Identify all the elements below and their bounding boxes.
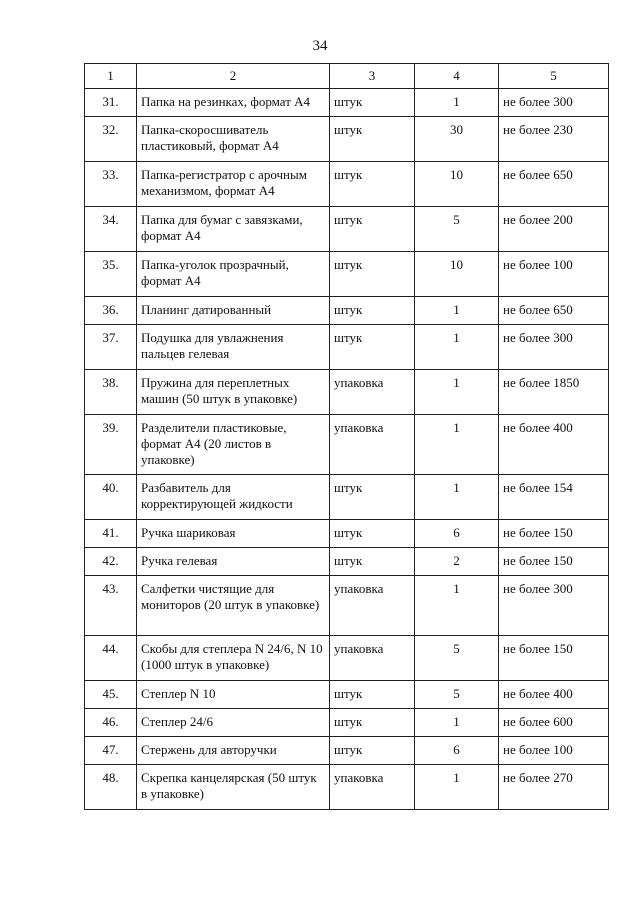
unit-cell: штук xyxy=(330,737,415,765)
row-number-cell: 32. xyxy=(85,117,137,162)
price-cell: не более 230 xyxy=(499,117,609,162)
row-number-cell: 39. xyxy=(85,415,137,475)
unit-cell: штук xyxy=(330,681,415,709)
table-row xyxy=(85,207,609,252)
row-number-cell: 45. xyxy=(85,681,137,709)
price-cell: не более 300 xyxy=(499,576,609,636)
quantity-cell: 1 xyxy=(415,370,499,415)
item-name-cell: Планинг датированный xyxy=(137,297,330,325)
table-row xyxy=(85,548,609,576)
unit-cell: штук xyxy=(330,709,415,737)
quantity-cell: 1 xyxy=(415,709,499,737)
row-number-cell: 43. xyxy=(85,576,137,636)
item-name-cell: Скрепка канцелярская (50 штук в упаковке) xyxy=(137,765,330,810)
row-number-cell: 42. xyxy=(85,548,137,576)
quantity-cell: 5 xyxy=(415,681,499,709)
item-name-cell: Папка для бумаг с завязками, формат А4 xyxy=(137,207,330,252)
unit-cell: штук xyxy=(330,117,415,162)
price-cell: не более 300 xyxy=(499,325,609,370)
unit-cell: штук xyxy=(330,520,415,548)
item-name-cell: Скобы для степлера N 24/6, N 10 (1000 штук в упаковке) xyxy=(137,636,330,681)
table-row xyxy=(85,709,609,737)
unit-cell: упаковка xyxy=(330,636,415,681)
quantity-cell: 10 xyxy=(415,162,499,207)
item-name-cell: Степлер N 10 xyxy=(137,681,330,709)
item-name-cell: Степлер 24/6 xyxy=(137,709,330,737)
unit-cell: штук xyxy=(330,325,415,370)
table-row xyxy=(85,415,609,475)
row-number-cell: 41. xyxy=(85,520,137,548)
row-number-cell: 31. xyxy=(85,89,137,117)
table-row xyxy=(85,520,609,548)
price-cell: не более 650 xyxy=(499,297,609,325)
row-number-cell: 48. xyxy=(85,765,137,810)
price-cell: не более 150 xyxy=(499,636,609,681)
item-name-cell: Папка-скоросшиватель пластиковый, формат А4 xyxy=(137,117,330,162)
price-cell: не более 100 xyxy=(499,252,609,297)
quantity-cell: 1 xyxy=(415,576,499,636)
row-number-cell: 34. xyxy=(85,207,137,252)
item-name-cell: Стержень для авторучки xyxy=(137,737,330,765)
price-cell: не более 200 xyxy=(499,207,609,252)
table-row xyxy=(85,765,609,810)
item-name-cell: Салфетки чистящие для мониторов (20 штук в упаковке) xyxy=(137,576,330,636)
price-cell: не более 154 xyxy=(499,475,609,520)
row-number-cell: 33. xyxy=(85,162,137,207)
unit-cell: упаковка xyxy=(330,370,415,415)
row-number-cell: 47. xyxy=(85,737,137,765)
item-name-cell: Пружина для переплетных машин (50 штук в упаковке) xyxy=(137,370,330,415)
table-row xyxy=(85,162,609,207)
row-number-cell: 35. xyxy=(85,252,137,297)
quantity-cell: 1 xyxy=(415,325,499,370)
unit-cell: штук xyxy=(330,548,415,576)
row-number-cell: 38. xyxy=(85,370,137,415)
header-cell-number: 1 xyxy=(85,64,137,89)
item-name-cell: Ручка гелевая xyxy=(137,548,330,576)
quantity-cell: 1 xyxy=(415,765,499,810)
quantity-cell: 10 xyxy=(415,252,499,297)
row-number-cell: 40. xyxy=(85,475,137,520)
unit-cell: штук xyxy=(330,252,415,297)
row-number-cell: 46. xyxy=(85,709,137,737)
table-row xyxy=(85,117,609,162)
header-cell-price: 5 xyxy=(499,64,609,89)
quantity-cell: 1 xyxy=(415,297,499,325)
row-number-cell: 36. xyxy=(85,297,137,325)
quantity-cell: 1 xyxy=(415,415,499,475)
quantity-cell: 6 xyxy=(415,520,499,548)
item-name-cell: Папка на резинках, формат А4 xyxy=(137,89,330,117)
table-header-row xyxy=(85,64,609,89)
table-row xyxy=(85,475,609,520)
header-cell-unit: 3 xyxy=(330,64,415,89)
unit-cell: штук xyxy=(330,475,415,520)
quantity-cell: 2 xyxy=(415,548,499,576)
price-cell: не более 650 xyxy=(499,162,609,207)
quantity-cell: 1 xyxy=(415,89,499,117)
table-row xyxy=(85,576,609,636)
table-row xyxy=(85,297,609,325)
price-cell: не более 1850 xyxy=(499,370,609,415)
item-name-cell: Разделители пластиковые, формат А4 (20 листов в упаковке) xyxy=(137,415,330,475)
table-row xyxy=(85,636,609,681)
item-name-cell: Разбавитель для корректирующей жидкости xyxy=(137,475,330,520)
unit-cell: упаковка xyxy=(330,765,415,810)
table-row xyxy=(85,325,609,370)
table-row xyxy=(85,89,609,117)
price-cell: не более 600 xyxy=(499,709,609,737)
item-name-cell: Подушка для увлажнения пальцев гелевая xyxy=(137,325,330,370)
table-row xyxy=(85,370,609,415)
header-cell-name: 2 xyxy=(137,64,330,89)
quantity-cell: 5 xyxy=(415,207,499,252)
quantity-cell: 30 xyxy=(415,117,499,162)
supply-table xyxy=(84,63,609,810)
unit-cell: упаковка xyxy=(330,576,415,636)
price-cell: не более 150 xyxy=(499,520,609,548)
item-name-cell: Папка-уголок прозрачный, формат А4 xyxy=(137,252,330,297)
unit-cell: штук xyxy=(330,89,415,117)
table-row xyxy=(85,737,609,765)
header-cell-quantity: 4 xyxy=(415,64,499,89)
unit-cell: упаковка xyxy=(330,415,415,475)
quantity-cell: 1 xyxy=(415,475,499,520)
quantity-cell: 5 xyxy=(415,636,499,681)
item-name-cell: Папка-регистратор с арочным механизмом, формат А4 xyxy=(137,162,330,207)
price-cell: не более 150 xyxy=(499,548,609,576)
price-cell: не более 400 xyxy=(499,415,609,475)
row-number-cell: 37. xyxy=(85,325,137,370)
row-number-cell: 44. xyxy=(85,636,137,681)
table-row xyxy=(85,681,609,709)
price-cell: не более 400 xyxy=(499,681,609,709)
quantity-cell: 6 xyxy=(415,737,499,765)
price-cell: не более 270 xyxy=(499,765,609,810)
table-row xyxy=(85,252,609,297)
supply-table-body xyxy=(85,64,609,810)
page-number: 34 xyxy=(312,38,328,54)
price-cell: не более 100 xyxy=(499,737,609,765)
price-cell: не более 300 xyxy=(499,89,609,117)
unit-cell: штук xyxy=(330,207,415,252)
unit-cell: штук xyxy=(330,297,415,325)
item-name-cell: Ручка шариковая xyxy=(137,520,330,548)
unit-cell: штук xyxy=(330,162,415,207)
